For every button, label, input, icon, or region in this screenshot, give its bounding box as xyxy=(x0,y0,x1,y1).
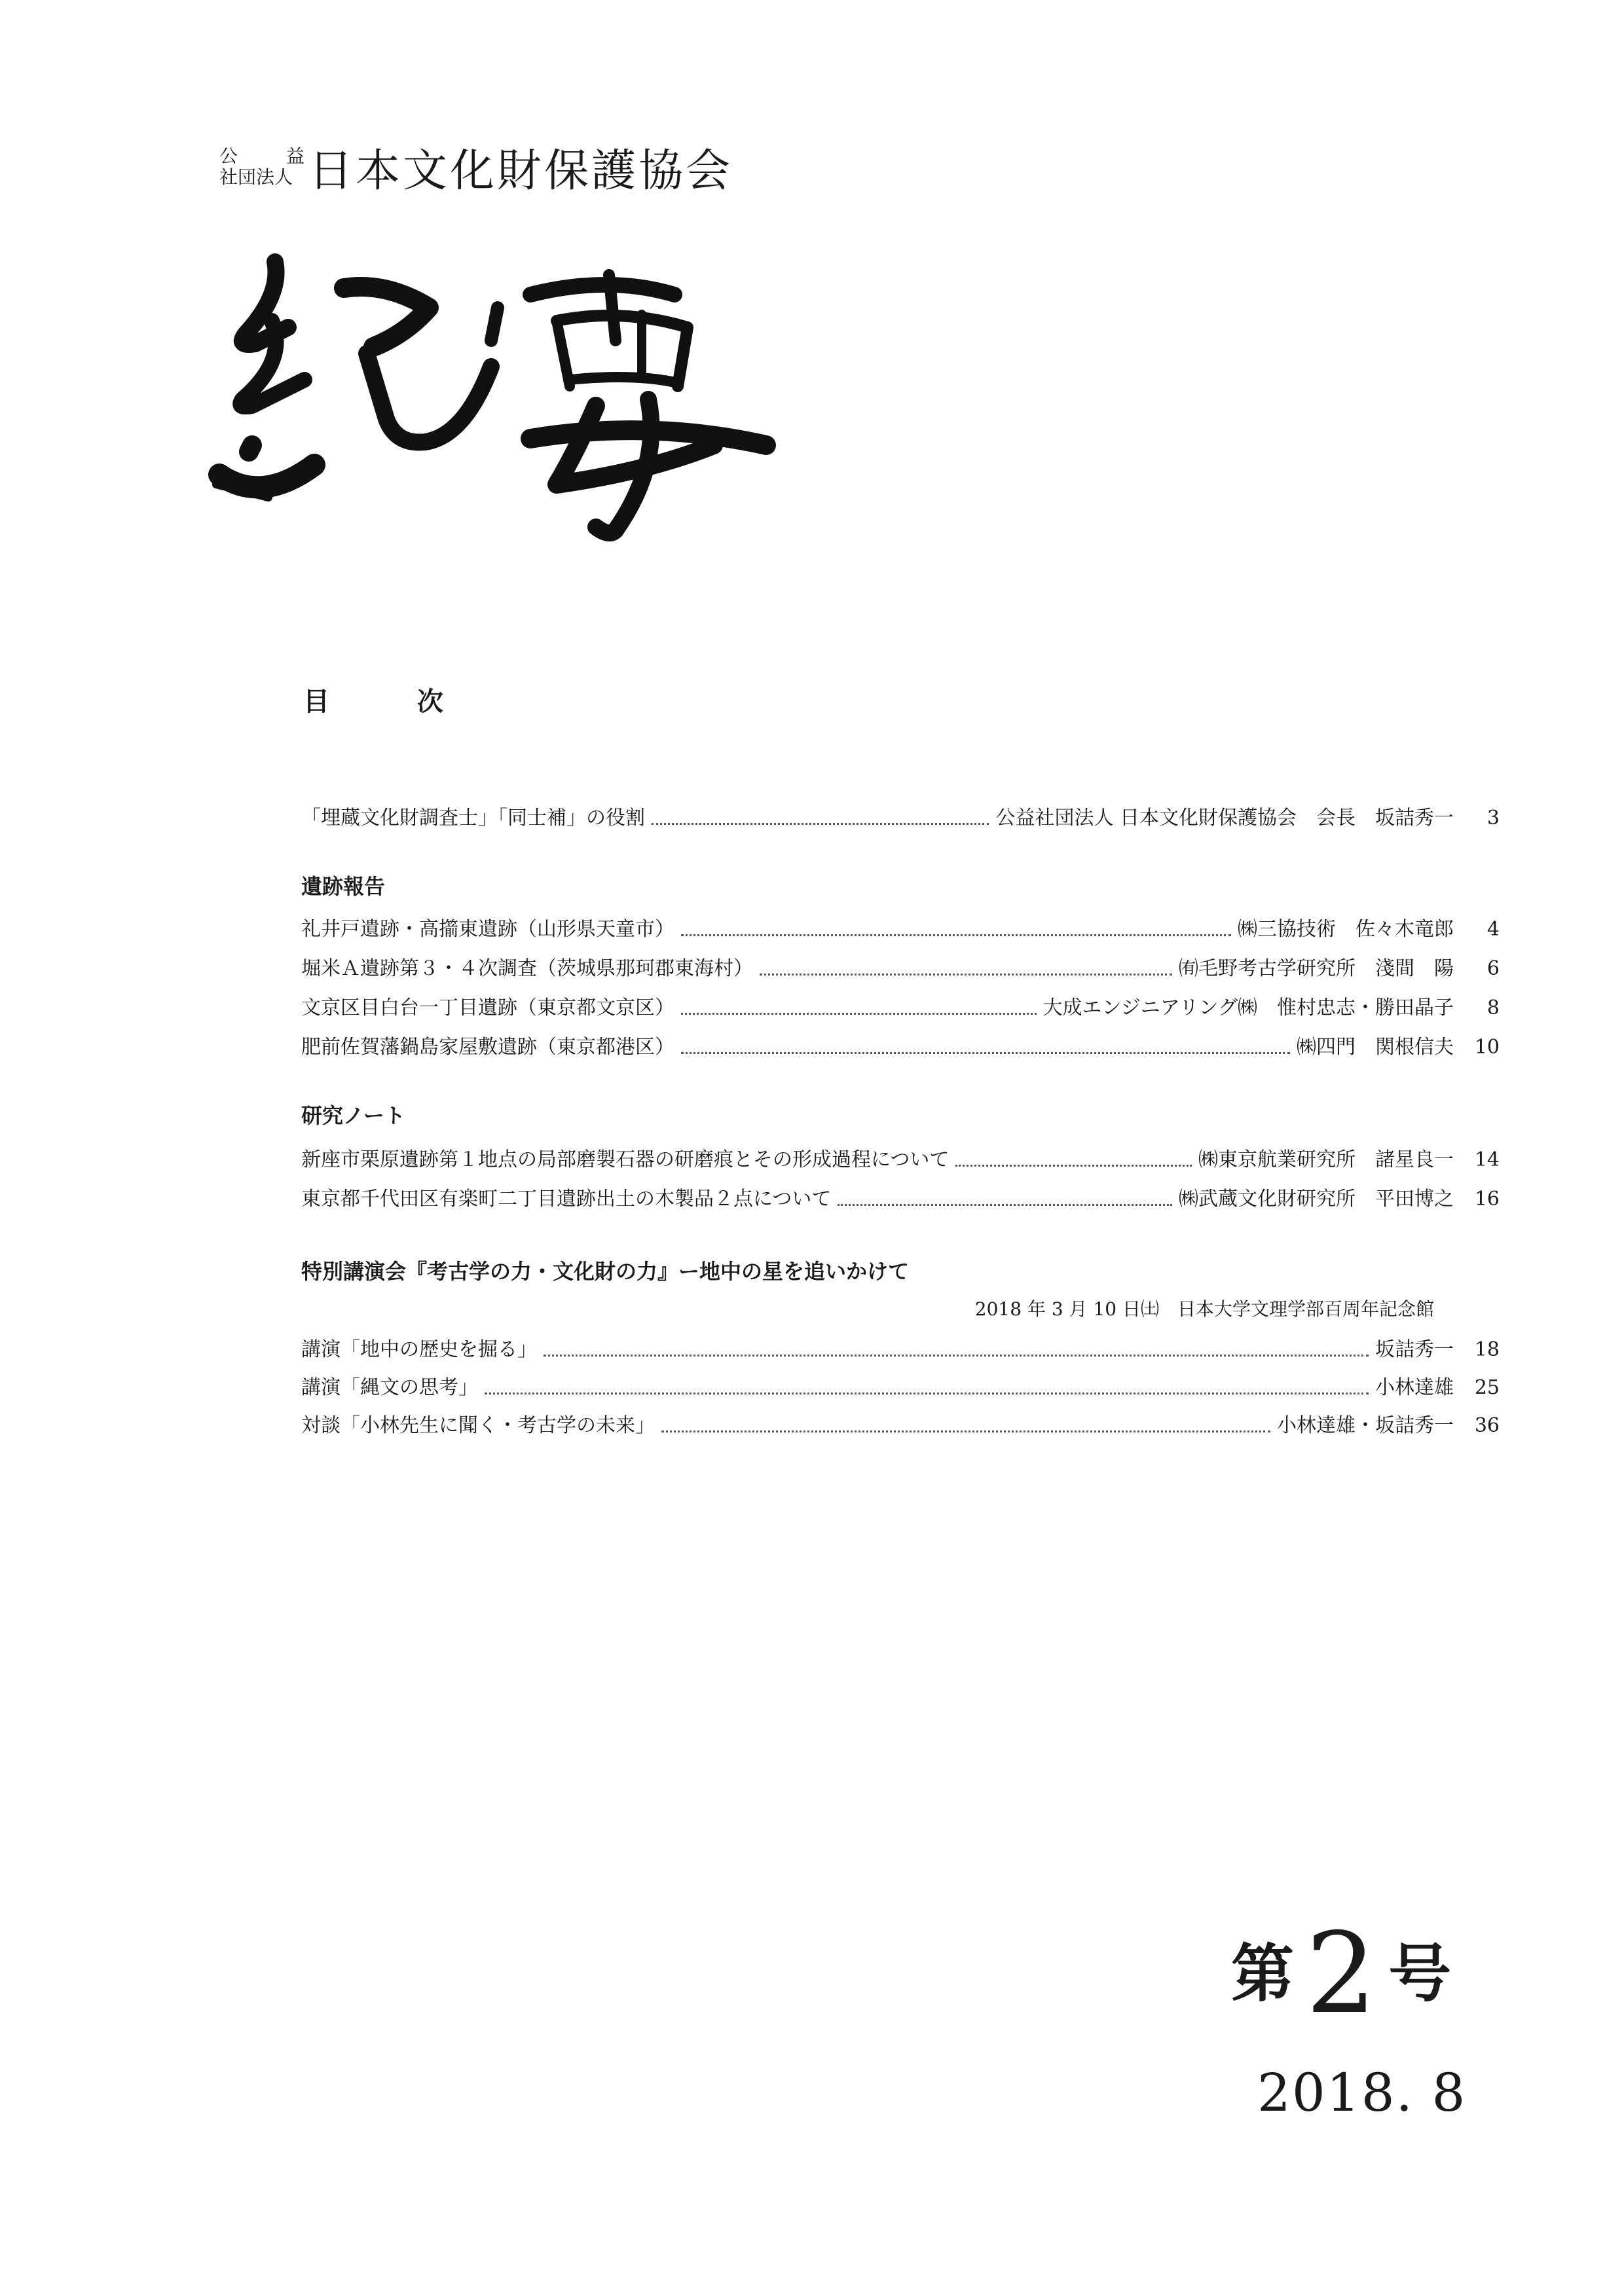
toc-entry-title: 礼井戸遺跡・高擶東遺跡（山形県天童市） xyxy=(301,918,674,941)
toc-entry xyxy=(301,1033,1500,1062)
leader-dots xyxy=(544,1355,1369,1357)
toc-entry-title: 講演「地中の歴史を掘る」 xyxy=(301,1338,537,1361)
toc-entry-title: 文京区目白台一丁目遺跡（東京都文京区） xyxy=(301,996,674,1019)
leader-dots xyxy=(652,823,989,825)
toc-entry-author: 公益社団法人 日本文化財保護協会 会長 坂詰秀一 xyxy=(995,807,1454,829)
org-prefix-top-2: 益 xyxy=(286,145,304,167)
leader-dots xyxy=(760,974,1172,975)
toc-entry-author: ㈲毛野考古学研究所 淺間 陽 xyxy=(1179,957,1454,980)
leader-dots xyxy=(661,1430,1270,1432)
toc-entry-title: 「埋蔵文化財調査士」「同士補」の役割 xyxy=(301,807,645,829)
toc-entry-page: 14 xyxy=(1474,1148,1500,1171)
toc-entry-author: 小林達雄 xyxy=(1375,1376,1454,1399)
leader-dots xyxy=(955,1165,1192,1167)
toc-entry-title: 肥前佐賀藩鍋島家屋敷遺跡（東京都港区） xyxy=(301,1036,674,1059)
toc-entry xyxy=(301,955,1500,983)
toc-entry-page: 16 xyxy=(1474,1188,1500,1211)
leader-dots xyxy=(485,1393,1369,1394)
toc-entry xyxy=(301,1185,1500,1214)
org-prefix-top-1: 公 xyxy=(219,145,238,167)
toc-entry-page: 25 xyxy=(1474,1376,1500,1399)
toc-entry-author: ㈱四門 関根信夫 xyxy=(1297,1036,1454,1059)
org-prefix xyxy=(219,146,304,188)
toc-entry xyxy=(301,994,1500,1023)
calligraphy-title xyxy=(190,249,792,550)
toc-entry-author: 坂詰秀一 xyxy=(1375,1338,1454,1361)
toc-entry-author: ㈱武蔵文化財研究所 平田博之 xyxy=(1179,1188,1454,1211)
leader-dots xyxy=(838,1204,1172,1206)
toc-entry-title: 新座市栗原遺跡第１地点の局部磨製石器の研磨痕とその形成過程について xyxy=(301,1148,950,1171)
publication-date: 2018. 8 xyxy=(1257,2062,1467,2123)
toc-entry xyxy=(301,804,1500,833)
leader-dots xyxy=(681,934,1231,936)
toc-entry xyxy=(301,1412,1500,1440)
section-heading-site-reports: 遺跡報告 xyxy=(301,874,386,899)
section-heading-research-notes: 研究ノート xyxy=(301,1103,406,1128)
toc-entry xyxy=(301,1146,1500,1175)
toc-entry xyxy=(301,915,1500,944)
toc-entry-page: 10 xyxy=(1474,1036,1500,1059)
toc-entry-author: 大成エンジニアリング㈱ 惟村忠志・勝田晶子 xyxy=(1043,996,1454,1019)
section-heading-special-lecture: 特別講演会『考古学の力・文化財の力』ー地中の星を追いかけて xyxy=(301,1259,910,1284)
issue-number xyxy=(1231,1909,1452,2039)
event-info: 2018 年 3 月 10 日㈯ 日本大学文理学部百周年記念館 xyxy=(974,1298,1434,1320)
issue-prefix: 第 xyxy=(1231,1937,1294,2011)
toc-entry-page: 18 xyxy=(1474,1338,1500,1361)
toc-entry-page: 3 xyxy=(1486,807,1500,829)
toc-entry-author: ㈱三協技術 佐々木竜郎 xyxy=(1238,918,1454,941)
leader-dots xyxy=(681,1013,1037,1015)
toc-entry-page: 8 xyxy=(1486,996,1500,1019)
toc-entry-page: 4 xyxy=(1486,918,1500,941)
issue-number-value: 2 xyxy=(1306,1909,1377,2039)
org-name-text: 日本文化財保護協会 xyxy=(308,145,733,197)
toc-entry-title: 堀米Ａ遺跡第３・４次調査（茨城県那珂郡東海村） xyxy=(301,957,753,980)
org-prefix-bottom: 社団法人 xyxy=(219,166,293,188)
toc-entry-title: 講演「縄文の思考」 xyxy=(301,1376,478,1399)
toc-entry xyxy=(301,1336,1500,1364)
issue-suffix: 号 xyxy=(1388,1937,1452,2011)
contents-heading: 目 次 xyxy=(303,687,483,717)
toc-entry-title: 対談「小林先生に聞く・考古学の未来」 xyxy=(301,1414,655,1437)
toc-entry-author: ㈱東京航業研究所 諸星良一 xyxy=(1198,1148,1454,1171)
toc-entry xyxy=(301,1374,1500,1402)
toc-entry-page: 6 xyxy=(1486,957,1500,980)
toc-entry-page: 36 xyxy=(1474,1414,1500,1437)
toc-entry-title: 東京都千代田区有楽町二丁目遺跡出土の木製品２点について xyxy=(301,1188,832,1211)
leader-dots xyxy=(681,1052,1290,1054)
organization-name xyxy=(219,134,733,200)
toc-entry-author: 小林達雄・坂詰秀一 xyxy=(1277,1414,1454,1437)
